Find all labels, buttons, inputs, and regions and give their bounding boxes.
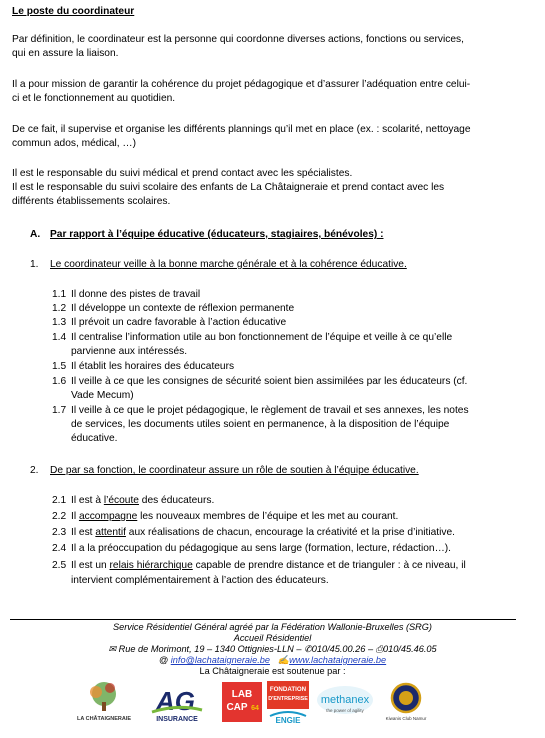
document-title: Le poste du coordinateur bbox=[12, 6, 135, 17]
point2-number: 2. bbox=[30, 465, 39, 476]
logo-methanex-sub: the power of agility bbox=[326, 708, 364, 713]
footer-agreement: Service Résidentiel Général agréé par la Fédération Wallonie-Bruxelles (SRG) bbox=[113, 622, 432, 632]
logo-engie-line1: FONDATION bbox=[269, 686, 307, 693]
logo-methanex-text: methanex bbox=[320, 694, 370, 706]
item-text: Il veille à ce que les consignes de sécurité soient bien assimilées par les éducateurs (cf. bbox=[71, 376, 468, 387]
item-text: Il donne des pistes de travail bbox=[71, 289, 201, 300]
emphasis-accompagne: accompagne bbox=[78, 511, 138, 522]
item-text: Il accompagne les nouveaux membres de l’équipe et les met au courant. bbox=[71, 511, 399, 522]
footer-address: Rue de Morimont, 19 – 1340 Ottignies-LLN bbox=[118, 644, 294, 654]
fax-icon: ⎙ bbox=[375, 644, 383, 654]
item-text: Il est attentif aux réalisations de chacun, encourage la créativité et la prise d’initiative. bbox=[71, 527, 455, 538]
paragraph-school-line1: Il est le responsable du suivi scolaire des enfants de La Châtaigneraie et prend contact avec les bbox=[12, 182, 445, 193]
logo-labcap-line1: LAB bbox=[231, 689, 253, 700]
item-number: 2.2 bbox=[52, 511, 67, 522]
item-number: 1.3 bbox=[52, 317, 67, 328]
footer-support: La Châtaigneraie est soutenue par : bbox=[199, 666, 346, 676]
item-text-continued: intervient complémentairement à l’action des éducateurs. bbox=[71, 575, 329, 586]
at-icon: @ bbox=[158, 655, 169, 665]
footer-service-type: Accueil Résidentiel bbox=[233, 633, 312, 643]
footer-online-line bbox=[0, 655, 545, 666]
logo-ag-insurance bbox=[148, 684, 206, 724]
section-a-letter: A. bbox=[30, 229, 41, 240]
mail-icon: ✉ bbox=[108, 644, 117, 654]
logo-kiwanis-text: Kiwanis Club Namur bbox=[385, 716, 427, 721]
paragraph-definition-line2: qui en assure la liaison. bbox=[12, 48, 119, 59]
item-text: Il centralise l’information utile au bon fonctionnement de l’équipe et veille à ce qu’elle bbox=[71, 332, 453, 343]
phone-icon: ✆ bbox=[304, 644, 312, 654]
paragraph-medical: Il est le responsable du suivi médical et prend contact avec les spécialistes. bbox=[12, 168, 353, 179]
logo-engie-line2: D'ENTREPRISE bbox=[268, 696, 308, 702]
item-text: Il veille à ce que le projet pédagogique, le règlement de travail et ses annexes, les notes bbox=[71, 405, 469, 416]
logo-chataigneraie bbox=[76, 676, 132, 724]
point1-number: 1. bbox=[30, 259, 39, 270]
footer-phone: 010/45.00.26 bbox=[311, 644, 366, 654]
item-number: 2.5 bbox=[52, 560, 67, 571]
footer-email-link[interactable]: info@lachataigneraie.be bbox=[170, 655, 270, 665]
emphasis-relais: relais hiérarchique bbox=[109, 560, 193, 571]
point1-heading: Le coordinateur veille à la bonne marche générale et à la cohérence éducative. bbox=[50, 259, 407, 270]
logo-kiwanis bbox=[384, 680, 428, 724]
item-number: 1.6 bbox=[52, 376, 67, 387]
footer-fax: 010/45.46.05 bbox=[382, 644, 437, 654]
item-text-continued: de services, les documents utiles soient en permanence, à la disposition de l’équipe bbox=[71, 419, 450, 430]
paragraph-mission-line2: ci et le fonctionnement au quotidien. bbox=[12, 93, 176, 104]
item-text: Il est à l’écoute des éducateurs. bbox=[71, 495, 215, 506]
logo-ag-text: AG bbox=[156, 686, 195, 716]
item-number: 1.4 bbox=[52, 332, 67, 343]
paragraph-plannings-line2: commun ados, médical, …) bbox=[12, 138, 136, 149]
item-text: Il prévoit un cadre favorable à l’action éducative bbox=[71, 317, 287, 328]
paragraph-mission-line1: Il a pour mission de garantir la cohérence du projet pédagogique et d’assurer l’adéquation entre celui- bbox=[12, 79, 471, 90]
item-number: 1.1 bbox=[52, 289, 67, 300]
item-text: Il est un relais hiérarchique capable de prendre distance et de trianguler : à ce niveau, il bbox=[71, 560, 466, 571]
footer-divider bbox=[10, 619, 516, 620]
logo-methanex bbox=[316, 684, 374, 718]
footer-website-link[interactable]: www.lachataigneraie.be bbox=[289, 655, 387, 665]
logo-chataigneraie-text: LA CHÂTAIGNERAIE bbox=[76, 716, 132, 722]
item-number: 1.5 bbox=[52, 361, 67, 372]
logo-fondation-engie bbox=[266, 680, 310, 724]
logo-engie-line3: ENGIE bbox=[275, 716, 301, 724]
item-number: 1.7 bbox=[52, 405, 67, 416]
item-text-continued: Vade Mecum) bbox=[71, 390, 134, 401]
item-number: 2.4 bbox=[52, 543, 67, 554]
item-text-continued: éducative. bbox=[71, 433, 118, 444]
paragraph-plannings-line1: De ce fait, il supervise et organise les différents plannings qu’il met en place (ex. : scolarité, nettoyage bbox=[12, 124, 471, 135]
logo-labcap bbox=[222, 682, 262, 722]
point2-heading: De par sa fonction, le coordinateur assure un rôle de soutien à l’équipe éducative. bbox=[50, 465, 419, 476]
item-text-continued: parvienne aux intéressés. bbox=[71, 346, 188, 357]
emphasis-ecoute: l’écoute bbox=[103, 495, 139, 506]
item-number: 2.1 bbox=[52, 495, 67, 506]
footer-contact-line: ✉ Rue de Morimont, 19 – 1340 Ottignies-LLN – ✆010/45.00.26 – ⎙010/45.46.05 bbox=[108, 644, 437, 654]
item-text: Il a la préoccupation du pédagogique au sens large (formation, lecture, rédaction…). bbox=[71, 543, 451, 554]
paragraph-school-line2: différents établissements scolaires. bbox=[12, 196, 171, 207]
item-number: 1.2 bbox=[52, 303, 67, 314]
item-number: 2.3 bbox=[52, 527, 67, 538]
paragraph-definition-line1: Par définition, le coordinateur est la personne qui coordonne diverses actions, fonctions ou services, bbox=[12, 34, 464, 45]
logo-labcap-line2: CAP bbox=[226, 702, 248, 713]
section-a-heading: Par rapport à l’équipe éducative (éducateurs, stagiaires, bénévoles) : bbox=[50, 229, 384, 240]
item-text: Il développe un contexte de réflexion permanente bbox=[71, 303, 295, 314]
item-text: Il établit les horaires des éducateurs bbox=[71, 361, 235, 372]
logo-labcap-line3: 64 bbox=[251, 705, 259, 712]
web-icon: ✍ bbox=[277, 655, 290, 665]
logo-ag-sub: INSURANCE bbox=[156, 716, 198, 723]
emphasis-attentif: attentif bbox=[95, 527, 126, 538]
